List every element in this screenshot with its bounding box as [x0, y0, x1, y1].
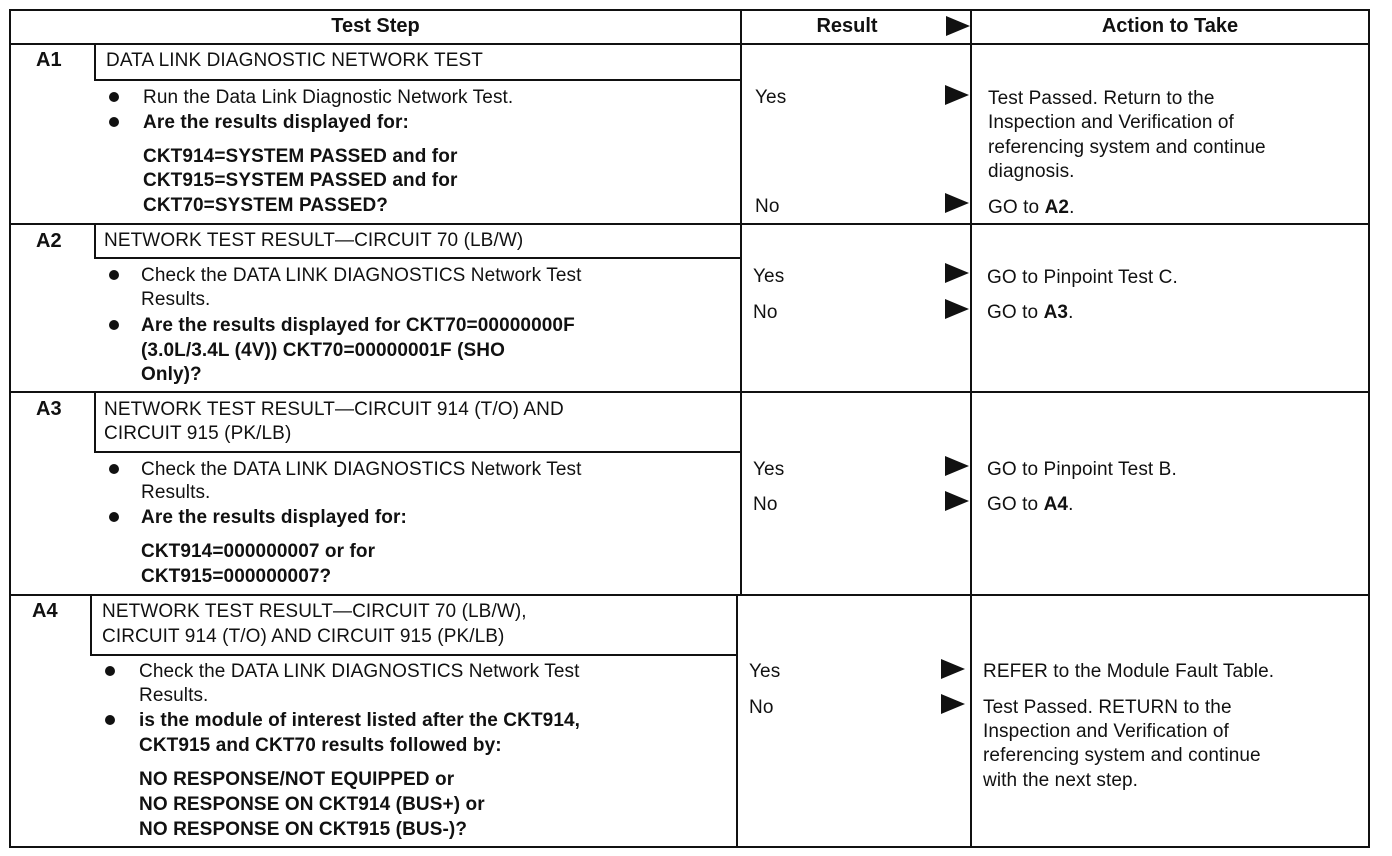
header-test-step: Test Step: [331, 15, 420, 37]
bullet-icon: [105, 666, 115, 676]
step-detail: CKT70=SYSTEM PASSED?: [143, 195, 389, 216]
action-yes: diagnosis.: [988, 161, 1075, 182]
id-divider-a1: [94, 43, 96, 80]
step-title: NETWORK TEST RESULT—CIRCUIT 70 (LB/W): [104, 230, 524, 251]
step-detail: CKT914=SYSTEM PASSED and for: [143, 146, 458, 167]
title-rule-a1: [94, 79, 740, 81]
arrow-right-icon: [945, 491, 969, 511]
step-question: Are the results displayed for:: [143, 112, 409, 133]
bullet-icon: [105, 715, 115, 725]
step-title: CIRCUIT 914 (T/O) AND CIRCUIT 915 (PK/LB): [102, 626, 505, 647]
action-no: GO to A4.: [987, 494, 1074, 515]
arrow-right-icon: [945, 299, 969, 319]
bullet-icon: [109, 92, 119, 102]
id-divider-a3: [94, 392, 96, 453]
frame-left: [9, 9, 11, 848]
result-yes: Yes: [755, 87, 787, 108]
action-yes: Test Passed. Return to the: [988, 88, 1215, 109]
bullet-icon: [109, 464, 119, 474]
divider-result-action: [970, 9, 972, 848]
bullet-icon: [109, 320, 119, 330]
action-no: referencing system and continue: [983, 745, 1261, 766]
action-no: with the next step.: [983, 770, 1139, 791]
step-question: is the module of interest listed after the CKT914,: [139, 710, 581, 731]
step-instruction: Check the DATA LINK DIAGNOSTICS Network Test: [141, 265, 582, 286]
step-detail: NO RESPONSE/NOT EQUIPPED or: [139, 769, 455, 790]
row-rule-a2: [9, 223, 1370, 225]
step-instruction: Run the Data Link Diagnostic Network Test.: [143, 87, 514, 108]
result-no: No: [755, 196, 780, 217]
step-id: A4: [32, 600, 58, 622]
frame-bottom: [9, 846, 1370, 848]
step-instruction: Results.: [139, 685, 209, 706]
result-yes: Yes: [753, 459, 785, 480]
action-yes: REFER to the Module Fault Table.: [983, 661, 1275, 682]
action-yes: GO to Pinpoint Test B.: [987, 459, 1177, 480]
header-result: Result: [816, 15, 878, 37]
result-no: No: [753, 302, 778, 323]
step-instruction: Results.: [141, 482, 211, 503]
step-title: DATA LINK DIAGNOSTIC NETWORK TEST: [106, 50, 484, 71]
result-yes: Yes: [749, 661, 781, 682]
arrow-right-icon: [945, 456, 969, 476]
step-question: Are the results displayed for:: [141, 507, 407, 528]
action-yes: GO to Pinpoint Test C.: [987, 267, 1178, 288]
action-no: Inspection and Verification of: [983, 721, 1229, 742]
step-id: A3: [36, 398, 62, 420]
step-detail: CKT915=SYSTEM PASSED and for: [143, 170, 458, 191]
step-question: Are the results displayed for CKT70=00000000F: [141, 315, 575, 336]
frame-right: [1368, 9, 1370, 848]
step-title: NETWORK TEST RESULT—CIRCUIT 70 (LB/W),: [102, 601, 527, 622]
title-rule-a3: [94, 451, 740, 453]
bullet-icon: [109, 270, 119, 280]
step-instruction: Results.: [141, 289, 211, 310]
step-id: A1: [36, 49, 62, 71]
step-id: A2: [36, 230, 62, 252]
arrow-right-icon: [945, 263, 969, 283]
arrow-right-icon: [945, 193, 969, 213]
title-rule-a4: [90, 654, 736, 656]
step-instruction: Check the DATA LINK DIAGNOSTICS Network Test: [141, 459, 582, 480]
step-question: CKT915 and CKT70 results followed by:: [139, 735, 502, 756]
action-yes: referencing system and continue: [988, 137, 1266, 158]
header-rule: [9, 43, 1370, 45]
bullet-icon: [109, 117, 119, 127]
arrow-right-icon: [941, 659, 965, 679]
header-action: Action to Take: [1101, 15, 1239, 37]
step-detail: NO RESPONSE ON CKT914 (BUS+) or: [139, 794, 485, 815]
result-yes: Yes: [753, 266, 785, 287]
action-no: Test Passed. RETURN to the: [983, 697, 1232, 718]
step-detail: CKT915=000000007?: [141, 566, 332, 587]
arrow-right-icon: [946, 16, 970, 36]
divider-step-result-lower: [736, 595, 738, 848]
step-question: Only)?: [141, 364, 202, 385]
id-divider-a4: [90, 595, 92, 656]
step-title: CIRCUIT 915 (PK/LB): [104, 423, 292, 444]
action-yes: Inspection and Verification of: [988, 112, 1234, 133]
row-rule-a3: [9, 391, 1370, 393]
title-rule-a2: [94, 257, 740, 259]
step-detail: NO RESPONSE ON CKT915 (BUS-)?: [139, 819, 468, 840]
step-instruction: Check the DATA LINK DIAGNOSTICS Network Test: [139, 661, 580, 682]
divider-step-result: [740, 9, 742, 595]
step-detail: CKT914=000000007 or for: [141, 541, 376, 562]
action-no: GO to A3.: [987, 302, 1074, 323]
arrow-right-icon: [941, 694, 965, 714]
bullet-icon: [109, 512, 119, 522]
result-no: No: [753, 494, 778, 515]
step-question: (3.0L/3.4L (4V)) CKT70=00000001F (SHO: [141, 340, 505, 361]
id-divider-a2: [94, 224, 96, 259]
row-rule-a4: [9, 594, 1370, 596]
result-no: No: [749, 697, 774, 718]
arrow-right-icon: [945, 85, 969, 105]
step-title: NETWORK TEST RESULT—CIRCUIT 914 (T/O) AND: [104, 399, 564, 420]
action-no: GO to A2.: [988, 197, 1075, 218]
